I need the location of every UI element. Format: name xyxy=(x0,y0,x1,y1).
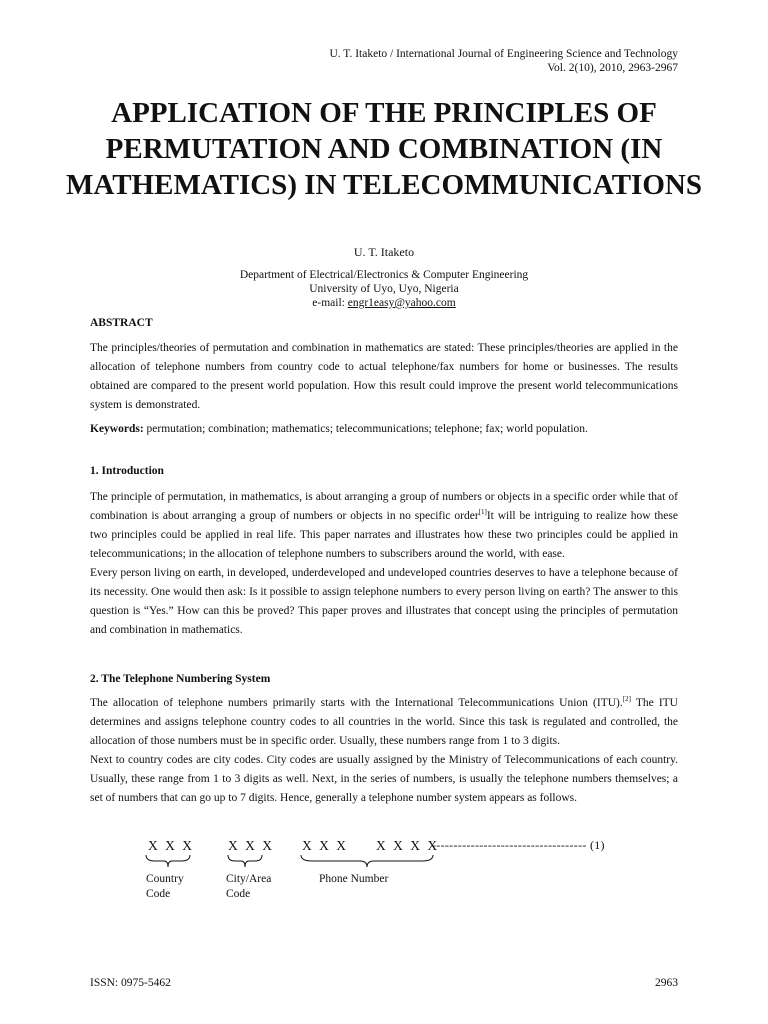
intro-paragraph-2: Every person living on earth, in developed, underdeveloped and undeveloped countries deserves to have a telephone because of its necessity. One would then ask: Is it possible to assign telephone numbers to every person living on earth? The answer to this question is “Yes.” How can this be proved? This paper proves and illustrates that concept using the principles of permutation and combination in mathematics. xyxy=(90,567,678,636)
paper-title: APPLICATION OF THE PRINCIPLES OF PERMUTATION AND COMBINATION (IN MATHEMATICS) IN TELECOMMUNICATIONS xyxy=(66,97,702,201)
city-code-digits: X X X xyxy=(228,838,274,853)
country-code-brace-icon xyxy=(145,854,191,868)
citation-ref-2[interactable]: [2] xyxy=(622,695,631,704)
abstract-body xyxy=(90,339,678,415)
section2-heading: 2. The Telephone Numbering System xyxy=(90,673,271,685)
section2-paragraph-1 xyxy=(90,694,678,751)
keywords-line xyxy=(90,420,678,439)
keywords-paragraph xyxy=(90,420,678,439)
city-code-label-line2: Code xyxy=(226,888,251,900)
section2-body xyxy=(90,694,678,808)
intro-body xyxy=(90,488,678,640)
footer-issn: ISSN: 0975-5462 xyxy=(90,977,171,989)
running-head-journal: U. T. Itaketo / International Journal of Engineering Science and Technology xyxy=(329,48,678,60)
affiliation-university: University of Uyo, Uyo, Nigeria xyxy=(309,283,459,295)
intro-text-a: The principle of permutation, in mathematics, is about arranging a group of numbers or objects in a specific order while that of combination is about arranging a group of numbers or objects in no specific order xyxy=(90,491,678,522)
intro-heading: 1. Introduction xyxy=(90,465,164,477)
country-code-digits: X X X xyxy=(148,838,194,853)
numbering-equation xyxy=(90,838,690,908)
country-code-label xyxy=(146,872,184,902)
phone-number-label: Phone Number xyxy=(319,873,389,885)
phone-number-digits-a: X X X xyxy=(302,838,348,853)
footer-page-number: 2963 xyxy=(655,977,678,989)
email-link[interactable]: engr1easy@yahoo.com xyxy=(347,297,456,309)
city-code-brace-icon xyxy=(227,854,263,868)
running-head-volume: Vol. 2(10), 2010, 2963-2967 xyxy=(547,62,678,74)
phone-number-digits-b: X X X X xyxy=(376,838,440,853)
country-code-label-line1: Country xyxy=(146,873,184,885)
running-head xyxy=(78,47,678,75)
city-code-label-line1: City/Area xyxy=(226,873,272,885)
author-affiliation xyxy=(0,268,768,310)
keywords-list: permutation; combination; mathematics; telecommunications; telephone; fax; world population. xyxy=(143,423,588,435)
intro-paragraph-1 xyxy=(90,488,678,564)
keywords-label: Keywords: xyxy=(90,423,144,435)
section2-text-b: The ITU determines and assigns telephone country codes to all countries in the world. Since this task is regulated and controlled, the allocation of those numbers must be in specific order. Usually, these numbers range from 1 to 3 digits. xyxy=(90,697,678,747)
city-code-label xyxy=(226,872,271,902)
intro-text-b: It will be intriguing to realize how these two principles could be applied in real life. This paper narrates and illustrates how these two principles could be applied in telecommunications; in the allocation of telephone numbers to subscribers around the world, with ease. xyxy=(90,510,678,560)
abstract-text: The principles/theories of permutation and combination in mathematics are stated: These principles/theories are applied in the allocation of telephone numbers from country code to actual telephone/fax numbers for home or businesses. The results obtained are compared to the present world population. How this result could improve the present world telecommunications system is demonstrated. xyxy=(90,342,678,411)
phone-number-brace-icon xyxy=(300,854,434,868)
author-name: U. T. Itaketo xyxy=(353,245,415,259)
email-label: e-mail: xyxy=(312,297,348,309)
affiliation-email-line xyxy=(0,296,768,310)
abstract-heading: ABSTRACT xyxy=(90,317,153,329)
section2-paragraph-2: Next to country codes are city codes. City codes are usually assigned by the Ministry of Telecommunications of each country. Usually, these range from 1 to 3 digits as well. Next, in the series of numbers, is usually the telephone numbers themselves; a set of numbers that can go up to 7 digits. Hence, generally a telephone number system appears as follows. xyxy=(90,754,678,804)
country-code-label-line2: Code xyxy=(146,888,171,900)
equation-number: ------------------------------------ (1) xyxy=(432,838,605,852)
citation-ref-1[interactable]: [1] xyxy=(478,508,487,517)
section2-text-a: The allocation of telephone numbers primarily starts with the International Telecommunications Union (ITU). xyxy=(90,697,623,709)
affiliation-department: Department of Electrical/Electronics & Computer Engineering xyxy=(239,269,529,281)
